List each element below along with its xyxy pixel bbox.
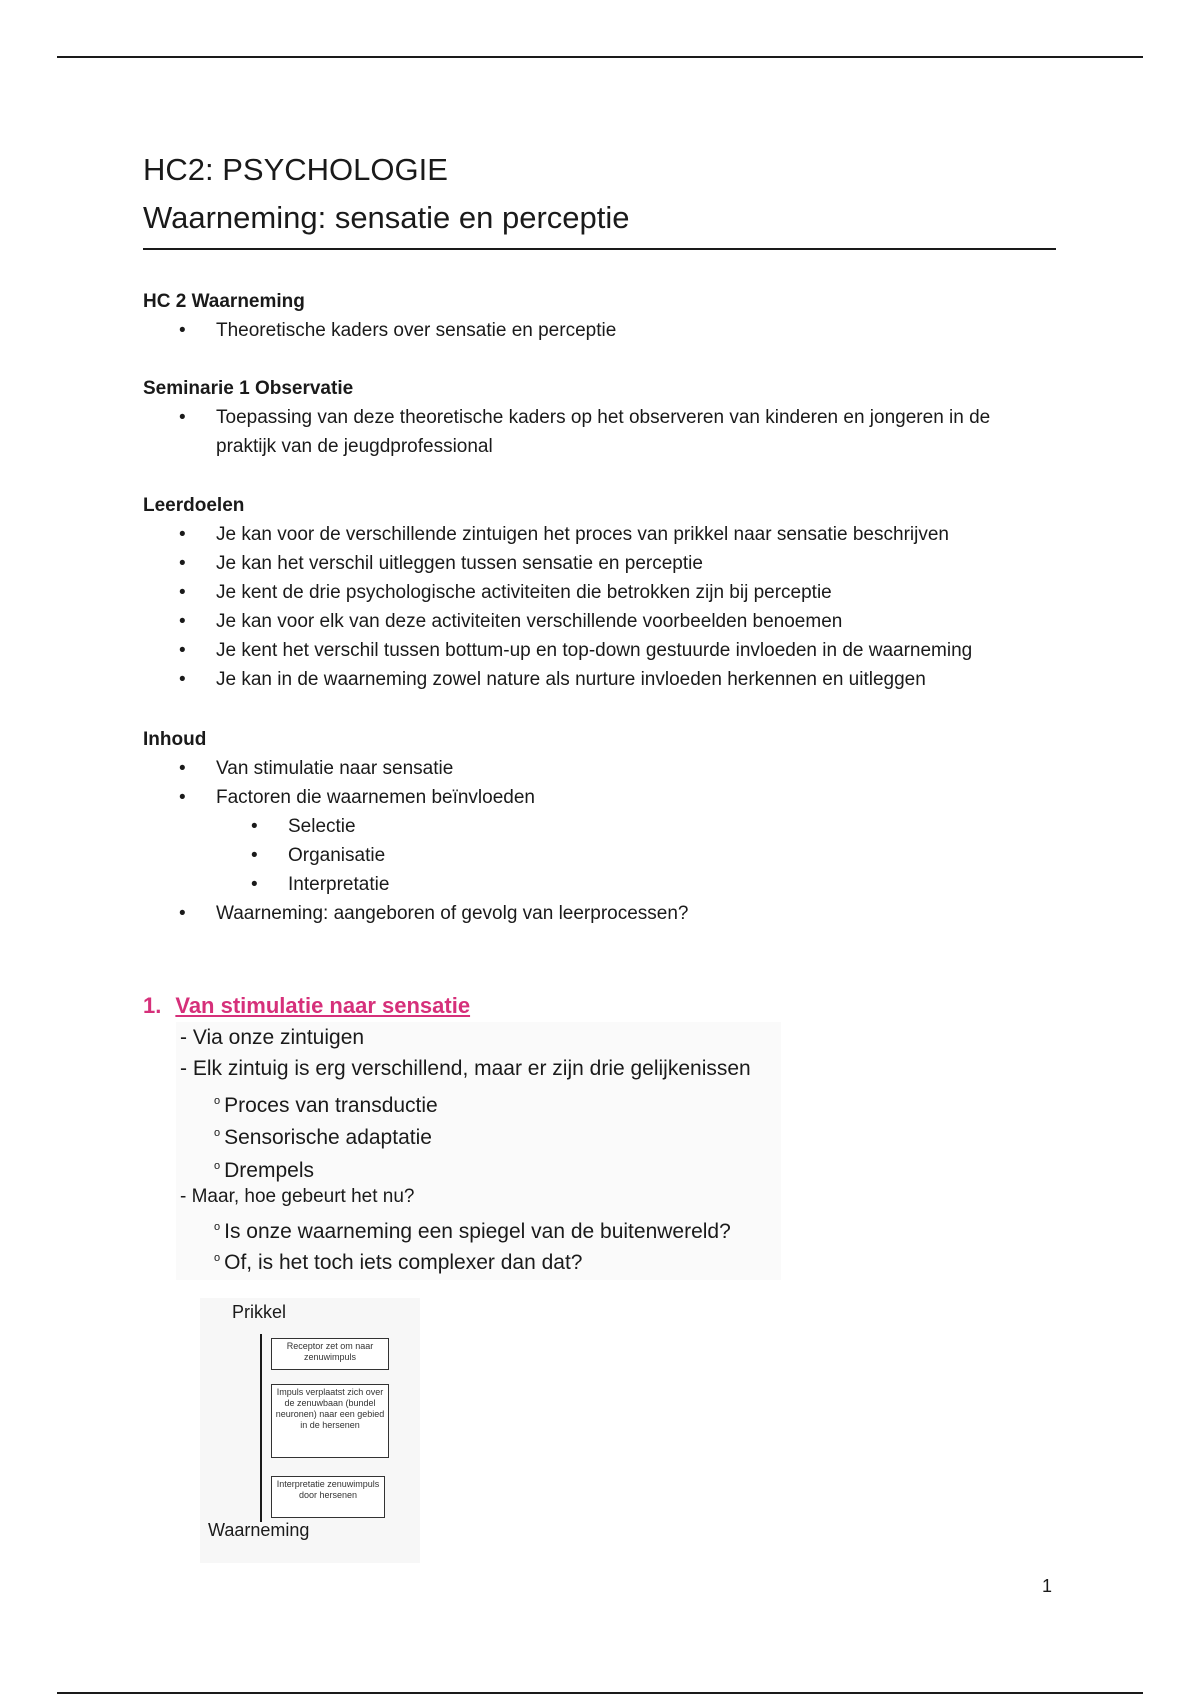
document-title xyxy=(143,146,1056,250)
seminarie-heading: Seminarie 1 Observatie xyxy=(143,378,354,399)
sub-list-item: • Selectie xyxy=(143,812,1063,841)
title-underline xyxy=(143,248,1056,250)
list-item: • Je kent het verschil tussen bottum-up en top-down gestuurde invloeden in de waarneming xyxy=(143,636,1063,665)
seminarie-section xyxy=(143,375,1063,461)
dash-line: - Maar, hoe gebeurt het nu? xyxy=(180,1186,415,1207)
list-item: • Toepassing van deze theoretische kaders op het observeren van kinderen en jongeren in de praktijk van de jeugdprofessional xyxy=(143,403,1043,461)
inhoud-heading: Inhoud xyxy=(143,729,207,750)
question-item: $^o$ Is onze waarneming een spiegel van de buitenwereld? xyxy=(214,1220,731,1243)
bottom-rule xyxy=(57,1692,1143,1694)
title-line-2: Waarneming: sensatie en perceptie xyxy=(143,200,630,235)
section-number: 1. xyxy=(143,993,162,1018)
figure-bottom-label: Waarneming xyxy=(208,1520,310,1540)
list-item: • Je kan in de waarneming zowel nature als nurture invloeden herkennen en uitleggen xyxy=(143,665,1063,694)
section-1-heading xyxy=(143,990,470,1022)
figure-box: Receptor zet om naar zenuwimpuls xyxy=(271,1338,389,1370)
similarity-item: $^o$ Sensorische adaptatie xyxy=(214,1126,432,1149)
similarity-item: $^o$ Proces van transductie xyxy=(214,1094,438,1117)
list-item: • Je kan voor de verschillende zintuigen het proces van prikkel naar sensatie beschrijven xyxy=(143,520,1063,549)
list-item: • Van stimulatie naar sensatie xyxy=(143,754,1063,783)
title-line-1: HC2: PSYCHOLOGIE xyxy=(143,152,448,187)
figure-arrow-line xyxy=(260,1334,262,1522)
degree-bullet: o xyxy=(214,1252,221,1264)
leerdoelen-heading: Leerdoelen xyxy=(143,495,245,516)
similarity-item: $^o$ Drempels xyxy=(214,1159,314,1182)
list-item: • Je kan voor elk van deze activiteiten verschillende voorbeelden benoemen xyxy=(143,607,1063,636)
top-rule xyxy=(57,56,1143,58)
figure-box: Interpretatie zenuwimpuls door hersenen xyxy=(271,1476,385,1518)
sub-list-item: • Interpretatie xyxy=(143,870,1063,899)
sub-list-item: • Organisatie xyxy=(143,841,1063,870)
degree-bullet: o xyxy=(214,1095,221,1107)
degree-bullet: o xyxy=(214,1127,221,1139)
leerdoelen-section xyxy=(143,492,1063,694)
list-item: • Theoretische kaders over sensatie en perceptie xyxy=(143,316,1063,345)
hc2-section xyxy=(143,288,1063,345)
process-figure xyxy=(200,1298,420,1563)
question-item: $^o$ Of, is het toch iets complexer dan dat? xyxy=(214,1251,583,1274)
figure-box: Impuls verplaatst zich over de zenuwbaan (bundel neuronen) naar een gebied in de hersenen xyxy=(271,1384,389,1458)
list-item: • Je kan het verschil uitleggen tussen sensatie en perceptie xyxy=(143,549,1063,578)
list-item: • Waarneming: aangeboren of gevolg van leerprocessen? xyxy=(143,899,1063,928)
page-number: 1 xyxy=(1042,1576,1053,1596)
hc2-heading: HC 2 Waarneming xyxy=(143,291,305,312)
degree-bullet: o xyxy=(214,1160,221,1172)
list-item: • Je kent de drie psychologische activiteiten die betrokken zijn bij perceptie xyxy=(143,578,1063,607)
dash-line: - Via onze zintuigen xyxy=(180,1026,365,1049)
degree-bullet: o xyxy=(214,1221,221,1233)
figure-top-label: Prikkel xyxy=(232,1302,287,1322)
list-item: • Factoren die waarnemen beïnvloeden xyxy=(143,783,1063,812)
dash-line: - Elk zintuig is erg verschillend, maar er zijn drie gelijkenissen xyxy=(180,1057,751,1080)
section-title: Van stimulatie naar sensatie xyxy=(175,993,471,1018)
inhoud-section xyxy=(143,726,1063,928)
